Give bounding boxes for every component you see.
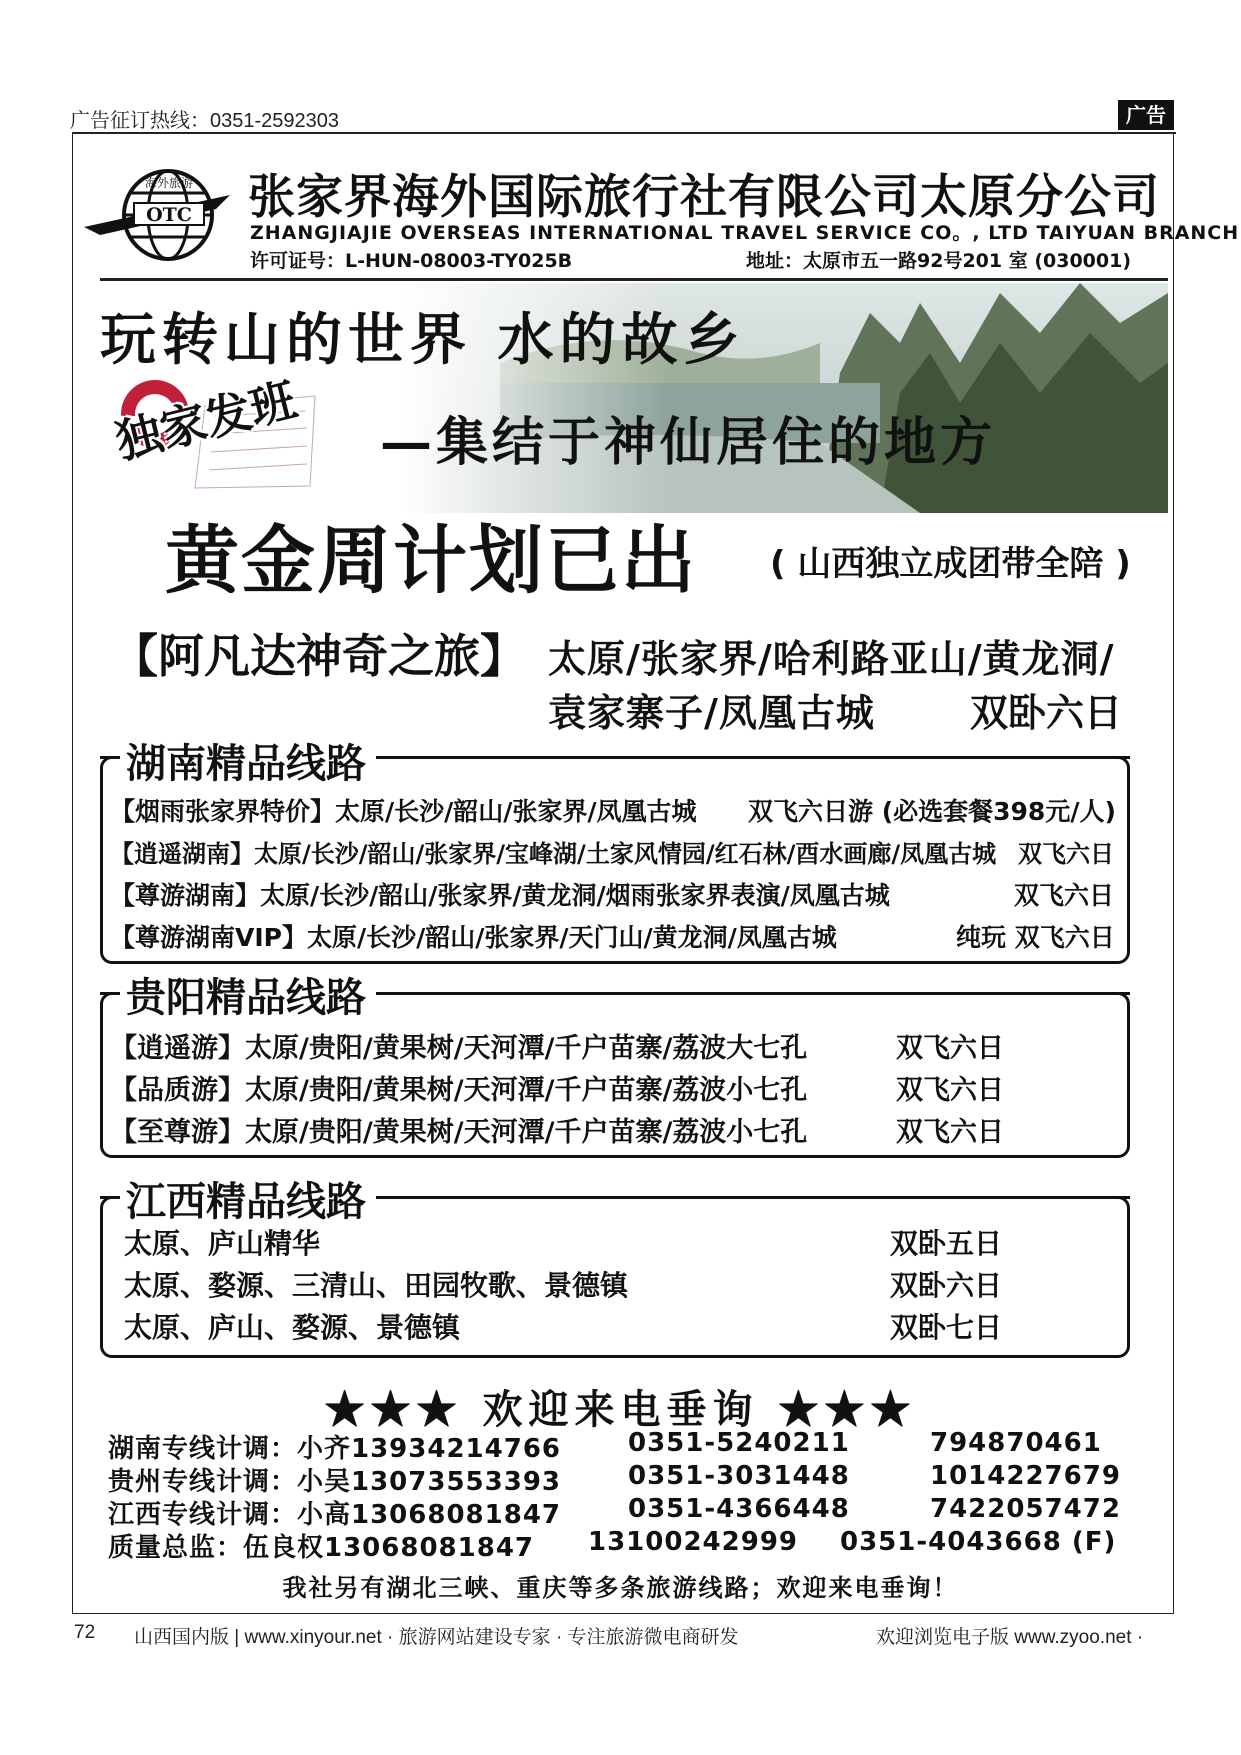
jiangxi-route-duration: 双卧六日 bbox=[890, 1269, 1003, 1302]
company-address: 地址：太原市五一路92号201 室 (030001) bbox=[746, 250, 1132, 272]
guiyang-section-title: 贵阳精品线路 bbox=[120, 966, 376, 1023]
guiyang-route-text: 【品质游】太原/贵阳/黄果树/天河潭/千户苗寨/荔波小七孔 bbox=[110, 1075, 808, 1106]
ad-hotline: 广告征订热线：0351-2592303 bbox=[70, 110, 340, 132]
avatar-route-line-2: 袁家寨子/凤凰古城 bbox=[548, 691, 875, 735]
contact-qq: 794870461 bbox=[930, 1428, 1102, 1458]
hunan-route-duration: 双飞六日游 (必选套餐398元/人) bbox=[748, 797, 1116, 826]
jiangxi-section-title: 江西精品线路 bbox=[120, 1170, 376, 1227]
company-name-en: ZHANGJIAJIE OVERSEAS INTERNATIONAL TRAVEL SERVICE CO。, LTD TAIYUAN BRANCH bbox=[250, 222, 1240, 244]
logo-abbr: OTC bbox=[146, 204, 192, 226]
jiangxi-route-text: 太原、婺源、三清山、田园牧歌、景德镇 bbox=[124, 1269, 629, 1302]
hunan-route-duration: 纯玩 双飞六日 bbox=[956, 923, 1115, 952]
banner-slogan-2: —集结于神仙居住的地方 bbox=[380, 412, 997, 473]
contact-phone: 0351-5240211 bbox=[628, 1428, 850, 1458]
guiyang-route-duration: 双飞六日 bbox=[896, 1117, 1004, 1148]
hunan-route-text: 【尊游湖南】太原/长沙/韶山/张家界/黄龙洞/烟雨张家界表演/凤凰古城 bbox=[110, 881, 890, 910]
contact-label: 贵州专线计调：小吴13073553393 bbox=[108, 1467, 561, 1497]
hunan-route-text: 【逍遥湖南】太原/长沙/韶山/张家界/宝峰湖/土家风情园/红石林/酉水画廊/凤凰古城 bbox=[110, 840, 997, 868]
guiyang-route-duration: 双飞六日 bbox=[896, 1075, 1004, 1106]
jiangxi-route-text: 太原、庐山精华 bbox=[124, 1227, 321, 1260]
company-name-cn: 张家界海外国际旅行社有限公司太原分公司 bbox=[248, 170, 1160, 225]
quality-fax: 0351-4043668 (F) bbox=[840, 1527, 1117, 1557]
more-routes-note: 我社另有湖北三峡、重庆等多条旅游线路；欢迎来电垂询！ bbox=[282, 1574, 959, 1602]
jiangxi-route-duration: 双卧七日 bbox=[890, 1311, 1003, 1344]
avatar-duration: 双卧六日 bbox=[970, 691, 1123, 735]
otc-globe-logo bbox=[80, 165, 240, 265]
golden-week-headline: 黄金周计划已出 bbox=[165, 518, 697, 604]
hunan-route-duration: 双飞六日 bbox=[1014, 881, 1115, 910]
hunan-route-duration: 双飞六日 bbox=[1018, 840, 1114, 868]
exclusive-label: 独家发班 bbox=[110, 372, 302, 470]
footer-right-text: 欢迎浏览电子版 www.zyoo.net · bbox=[876, 1627, 1144, 1648]
contact-label: 江西专线计调：小高13068081847 bbox=[108, 1500, 561, 1530]
license-number: 许可证号：L-HUN-08003-TY025B bbox=[250, 250, 573, 272]
avatar-tour-name: 【阿凡达神奇之旅】 bbox=[112, 629, 526, 683]
logo-top-text: 海外旅游 bbox=[144, 176, 194, 190]
guiyang-route-text: 【至尊游】太原/贵阳/黄果树/天河潭/千户苗寨/荔波小七孔 bbox=[110, 1117, 808, 1148]
avatar-route-line-1: 太原/张家界/哈利路亚山/黄龙洞/ bbox=[548, 637, 1115, 681]
contact-qq: 7422057472 bbox=[930, 1494, 1121, 1524]
ad-tag: 广告 bbox=[1118, 100, 1174, 130]
contact-phone: 0351-4366448 bbox=[628, 1494, 850, 1524]
quality-phone: 13100242999 bbox=[588, 1527, 798, 1557]
golden-week-note: ( 山西独立成团带全陪 ) bbox=[770, 544, 1131, 584]
guiyang-route-duration: 双飞六日 bbox=[896, 1033, 1004, 1064]
contact-phone: 0351-3031448 bbox=[628, 1461, 850, 1491]
hunan-route-text: 【烟雨张家界特价】太原/长沙/韶山/张家界/凤凰古城 bbox=[110, 797, 697, 826]
page-number: 72 bbox=[74, 1622, 96, 1643]
jiangxi-route-text: 太原、庐山、婺源、景德镇 bbox=[124, 1311, 461, 1344]
guiyang-route-text: 【逍遥游】太原/贵阳/黄果树/天河潭/千户苗寨/荔波大七孔 bbox=[110, 1033, 808, 1064]
hunan-route-text: 【尊游湖南VIP】太原/长沙/韶山/张家界/天门山/黄龙洞/凤凰古城 bbox=[110, 923, 837, 952]
welcome-heading: ★★★ 欢迎来电垂询 ★★★ bbox=[324, 1386, 917, 1433]
header-rule bbox=[100, 278, 1168, 281]
contact-label: 湖南专线计调：小齐13934214766 bbox=[108, 1434, 561, 1464]
contact-qq: 1014227679 bbox=[930, 1461, 1121, 1491]
quality-director: 质量总监：伍良权13068081847 bbox=[108, 1533, 534, 1563]
hunan-section-title: 湖南精品线路 bbox=[120, 732, 376, 789]
banner-slogan-1: 玩转山的世界 水的故乡 bbox=[100, 307, 746, 373]
footer-left-text: 山西国内版 | www.xinyour.net · 旅游网站建设专家 · 专注旅游微电商研发 bbox=[134, 1627, 739, 1648]
jiangxi-route-duration: 双卧五日 bbox=[890, 1227, 1003, 1260]
